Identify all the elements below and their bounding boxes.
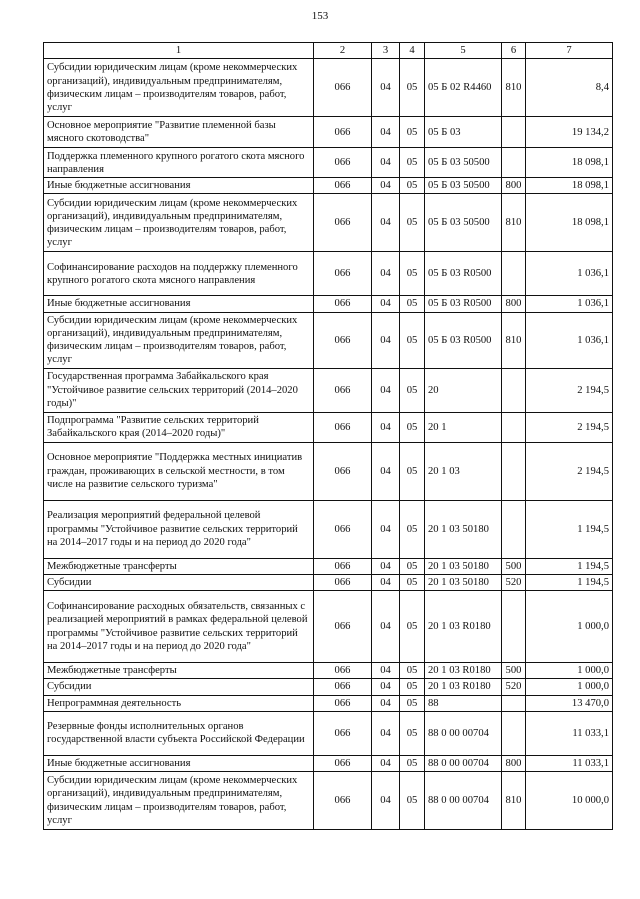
- table-row: [44, 442, 613, 500]
- row-section: 04: [372, 412, 400, 442]
- row-amount: 1 194,5: [526, 574, 613, 590]
- row-section: 04: [372, 558, 400, 574]
- row-grbs: 066: [314, 296, 372, 312]
- column-header: 6: [502, 43, 526, 59]
- row-subsection: 05: [400, 148, 425, 178]
- row-target-article: 20 1 03 R0180: [425, 591, 502, 663]
- row-name: Субсидии юридическим лицам (кроме некоммерческих организаций), индивидуальным предпринимателям, физическим лицам – производителям товаров, работ, услуг: [44, 194, 314, 252]
- row-section: 04: [372, 711, 400, 755]
- row-section: 04: [372, 574, 400, 590]
- row-expense-type: 500: [502, 558, 526, 574]
- row-subsection: 05: [400, 558, 425, 574]
- table-row: [44, 663, 613, 679]
- column-header: 5: [425, 43, 502, 59]
- row-grbs: 066: [314, 591, 372, 663]
- row-section: 04: [372, 591, 400, 663]
- row-expense-type: 800: [502, 755, 526, 771]
- row-grbs: 066: [314, 412, 372, 442]
- row-expense-type: [502, 412, 526, 442]
- row-expense-type: [502, 442, 526, 500]
- table-row: [44, 574, 613, 590]
- row-name: Поддержка племенного крупного рогатого скота мясного направления: [44, 148, 314, 178]
- table-row: [44, 500, 613, 558]
- table-row: [44, 591, 613, 663]
- row-subsection: 05: [400, 679, 425, 695]
- column-header: 2: [314, 43, 372, 59]
- table-row: [44, 412, 613, 442]
- row-subsection: 05: [400, 59, 425, 117]
- row-amount: 2 194,5: [526, 412, 613, 442]
- row-grbs: 066: [314, 178, 372, 194]
- row-amount: 11 033,1: [526, 711, 613, 755]
- row-section: 04: [372, 296, 400, 312]
- row-expense-type: 810: [502, 194, 526, 252]
- row-section: 04: [372, 59, 400, 117]
- row-name: Субсидии: [44, 679, 314, 695]
- row-expense-type: 800: [502, 296, 526, 312]
- table-row: [44, 772, 613, 830]
- row-amount: 8,4: [526, 59, 613, 117]
- row-section: 04: [372, 368, 400, 412]
- row-target-article: 20 1 03 R0180: [425, 663, 502, 679]
- row-amount: 2 194,5: [526, 442, 613, 500]
- row-grbs: 066: [314, 148, 372, 178]
- row-amount: 18 098,1: [526, 194, 613, 252]
- row-target-article: 20 1 03 50180: [425, 500, 502, 558]
- row-section: 04: [372, 194, 400, 252]
- row-expense-type: 810: [502, 312, 526, 368]
- row-name: Иные бюджетные ассигнования: [44, 178, 314, 194]
- row-grbs: 066: [314, 663, 372, 679]
- table-row: [44, 252, 613, 296]
- row-section: 04: [372, 755, 400, 771]
- row-subsection: 05: [400, 368, 425, 412]
- row-target-article: 88 0 00 00704: [425, 772, 502, 830]
- row-expense-type: 500: [502, 663, 526, 679]
- row-amount: 19 134,2: [526, 117, 613, 148]
- table-header-row: [44, 43, 613, 59]
- table-row: [44, 368, 613, 412]
- row-name: Непрограммная деятельность: [44, 695, 314, 711]
- row-name: Субсидии: [44, 574, 314, 590]
- table-row: [44, 711, 613, 755]
- row-grbs: 066: [314, 772, 372, 830]
- row-target-article: 88: [425, 695, 502, 711]
- row-subsection: 05: [400, 695, 425, 711]
- row-subsection: 05: [400, 574, 425, 590]
- row-subsection: 05: [400, 663, 425, 679]
- row-section: 04: [372, 695, 400, 711]
- table-row: [44, 59, 613, 117]
- row-name: Реализация мероприятий федеральной целевой программы "Устойчивое развитие сельских территорий на 2014–2017 годы и на период до 2020 года": [44, 500, 314, 558]
- row-grbs: 066: [314, 59, 372, 117]
- row-target-article: 20 1 03 50180: [425, 558, 502, 574]
- row-grbs: 066: [314, 194, 372, 252]
- row-section: 04: [372, 117, 400, 148]
- row-expense-type: [502, 591, 526, 663]
- row-section: 04: [372, 772, 400, 830]
- row-section: 04: [372, 312, 400, 368]
- column-header: 4: [400, 43, 425, 59]
- row-target-article: 05 Б 03 50500: [425, 194, 502, 252]
- table-row: [44, 558, 613, 574]
- row-target-article: 05 Б 02 R4460: [425, 59, 502, 117]
- row-amount: 1 036,1: [526, 312, 613, 368]
- row-target-article: 05 Б 03 R0500: [425, 252, 502, 296]
- row-target-article: 05 Б 03 50500: [425, 148, 502, 178]
- row-subsection: 05: [400, 178, 425, 194]
- row-grbs: 066: [314, 442, 372, 500]
- row-subsection: 05: [400, 194, 425, 252]
- table-row: [44, 178, 613, 194]
- column-header: 1: [44, 43, 314, 59]
- row-amount: 18 098,1: [526, 148, 613, 178]
- row-amount: 1 000,0: [526, 679, 613, 695]
- row-section: 04: [372, 442, 400, 500]
- row-name: Иные бюджетные ассигнования: [44, 296, 314, 312]
- row-target-article: 20: [425, 368, 502, 412]
- row-subsection: 05: [400, 772, 425, 830]
- row-target-article: 20 1 03 50180: [425, 574, 502, 590]
- row-target-article: 05 Б 03: [425, 117, 502, 148]
- row-grbs: 066: [314, 711, 372, 755]
- row-name: Софинансирование расходов на поддержку племенного крупного рогатого скота мясного направления: [44, 252, 314, 296]
- row-name: Основное мероприятие "Развитие племенной базы мясного скотоводства": [44, 117, 314, 148]
- row-expense-type: 800: [502, 178, 526, 194]
- row-subsection: 05: [400, 711, 425, 755]
- row-grbs: 066: [314, 117, 372, 148]
- row-amount: 1 000,0: [526, 663, 613, 679]
- row-name: Подпрограмма "Развитие сельских территорий Забайкальского края (2014–2020 годы)": [44, 412, 314, 442]
- row-target-article: 88 0 00 00704: [425, 755, 502, 771]
- table-row: [44, 296, 613, 312]
- row-name: Субсидии юридическим лицам (кроме некоммерческих организаций), индивидуальным предпринимателям, физическим лицам – производителям товаров, работ, услуг: [44, 312, 314, 368]
- row-name: Межбюджетные трансферты: [44, 558, 314, 574]
- row-expense-type: 520: [502, 574, 526, 590]
- page-number: 153: [311, 10, 329, 22]
- row-amount: 2 194,5: [526, 368, 613, 412]
- row-grbs: 066: [314, 368, 372, 412]
- row-subsection: 05: [400, 296, 425, 312]
- row-target-article: 20 1 03 R0180: [425, 679, 502, 695]
- row-grbs: 066: [314, 679, 372, 695]
- row-amount: 13 470,0: [526, 695, 613, 711]
- row-name: Основное мероприятие "Поддержка местных инициатив граждан, проживающих в сельской местности, в том числе на развитие сельского туризма": [44, 442, 314, 500]
- row-section: 04: [372, 148, 400, 178]
- row-name: Государственная программа Забайкальского края "Устойчивое развитие сельских территорий (2014–2020 годы)": [44, 368, 314, 412]
- row-amount: 1 036,1: [526, 296, 613, 312]
- row-grbs: 066: [314, 252, 372, 296]
- row-section: 04: [372, 500, 400, 558]
- row-amount: 1 194,5: [526, 558, 613, 574]
- row-section: 04: [372, 679, 400, 695]
- row-expense-type: [502, 117, 526, 148]
- row-expense-type: 810: [502, 59, 526, 117]
- row-subsection: 05: [400, 312, 425, 368]
- row-target-article: 88 0 00 00704: [425, 711, 502, 755]
- row-target-article: 05 Б 03 R0500: [425, 312, 502, 368]
- row-subsection: 05: [400, 500, 425, 558]
- row-subsection: 05: [400, 117, 425, 148]
- row-name: Субсидии юридическим лицам (кроме некоммерческих организаций), индивидуальным предпринимателям, физическим лицам – производителям товаров, работ, услуг: [44, 772, 314, 830]
- row-expense-type: [502, 368, 526, 412]
- row-expense-type: [502, 148, 526, 178]
- row-expense-type: [502, 695, 526, 711]
- table-row: [44, 117, 613, 148]
- row-target-article: 20 1 03: [425, 442, 502, 500]
- row-grbs: 066: [314, 574, 372, 590]
- row-expense-type: [502, 711, 526, 755]
- row-grbs: 066: [314, 695, 372, 711]
- row-amount: 11 033,1: [526, 755, 613, 771]
- row-section: 04: [372, 252, 400, 296]
- row-amount: 1 036,1: [526, 252, 613, 296]
- row-amount: 18 098,1: [526, 178, 613, 194]
- row-subsection: 05: [400, 755, 425, 771]
- row-name: Иные бюджетные ассигнования: [44, 755, 314, 771]
- row-target-article: 20 1: [425, 412, 502, 442]
- row-grbs: 066: [314, 558, 372, 574]
- row-expense-type: 520: [502, 679, 526, 695]
- row-name: Межбюджетные трансферты: [44, 663, 314, 679]
- row-section: 04: [372, 178, 400, 194]
- row-target-article: 05 Б 03 50500: [425, 178, 502, 194]
- row-subsection: 05: [400, 591, 425, 663]
- row-expense-type: [502, 500, 526, 558]
- table-row: [44, 695, 613, 711]
- row-name: Субсидии юридическим лицам (кроме некоммерческих организаций), индивидуальным предпринимателям, физическим лицам – производителям товаров, работ, услуг: [44, 59, 314, 117]
- row-name: Софинансирование расходных обязательств, связанных с реализацией мероприятий в рамках федеральной целевой программы "Устойчивое развитие сельских территорий на 2014–2017 годы и на период до 2020 года": [44, 591, 314, 663]
- row-grbs: 066: [314, 312, 372, 368]
- row-subsection: 05: [400, 412, 425, 442]
- row-amount: 1 000,0: [526, 591, 613, 663]
- table-row: [44, 194, 613, 252]
- row-subsection: 05: [400, 252, 425, 296]
- table-row: [44, 755, 613, 771]
- row-amount: 1 194,5: [526, 500, 613, 558]
- row-expense-type: [502, 252, 526, 296]
- table-row: [44, 148, 613, 178]
- row-target-article: 05 Б 03 R0500: [425, 296, 502, 312]
- column-header: 7: [526, 43, 613, 59]
- row-name: Резервные фонды исполнительных органов государственной власти субъекта Российской Федерации: [44, 711, 314, 755]
- row-expense-type: 810: [502, 772, 526, 830]
- row-grbs: 066: [314, 500, 372, 558]
- column-header: 3: [372, 43, 400, 59]
- row-grbs: 066: [314, 755, 372, 771]
- row-section: 04: [372, 663, 400, 679]
- row-subsection: 05: [400, 442, 425, 500]
- budget-table: [43, 42, 613, 830]
- table-row: [44, 312, 613, 368]
- table-row: [44, 679, 613, 695]
- row-amount: 10 000,0: [526, 772, 613, 830]
